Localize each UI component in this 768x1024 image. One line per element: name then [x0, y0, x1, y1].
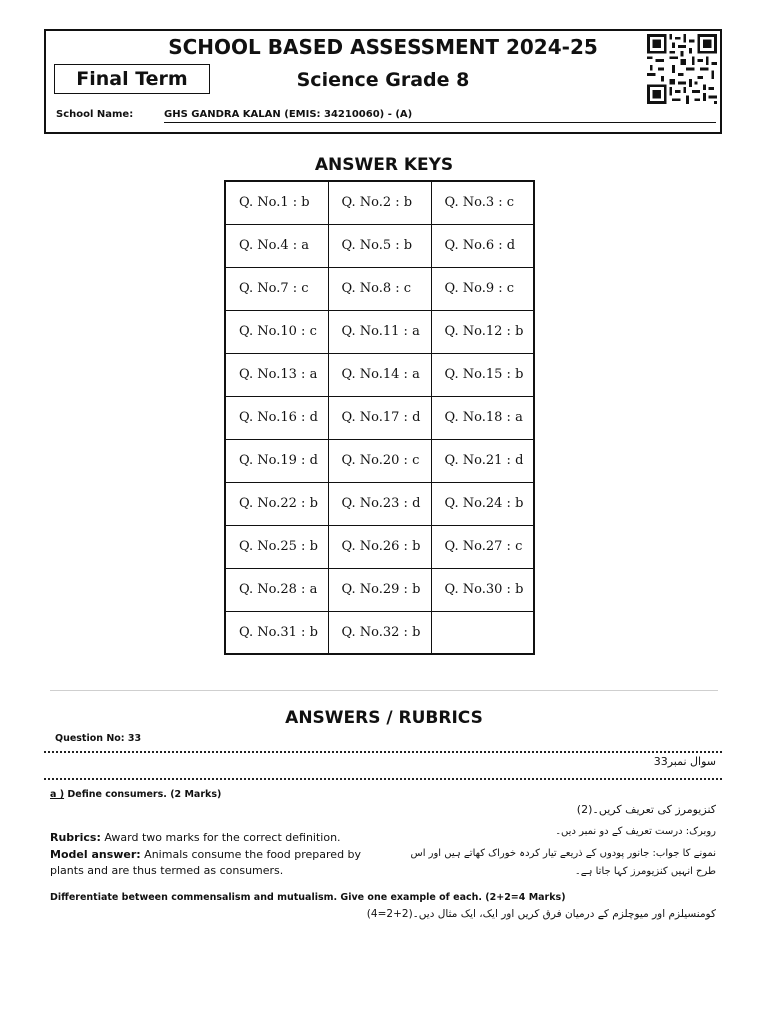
- urdu-model-answer: نمونے کا جواب: جانور پودوں کے ذریعے تیار کردہ خوراک کھاتے ہیں اور اس طرح انہیں کنزیومرز کہا جاتا ہے۔: [410, 848, 716, 877]
- answer-key-cell: Q. No.12 : b: [431, 310, 534, 353]
- answer-key-cell: Q. No.8 : c: [328, 267, 431, 310]
- answer-key-cell: Q. No.6 : d: [431, 224, 534, 267]
- term-badge: Final Term: [54, 64, 210, 94]
- answer-key-row: [225, 568, 534, 611]
- page-title: SCHOOL BASED ASSESSMENT 2024-25: [168, 35, 598, 59]
- answer-key-cell: Q. No.23 : d: [328, 482, 431, 525]
- answer-key-row: [225, 611, 534, 654]
- answer-keys-title: ANSWER KEYS: [314, 155, 454, 175]
- answer-key-row: [225, 482, 534, 525]
- answer-key-cell: [431, 611, 534, 654]
- part-a-question: [50, 789, 221, 800]
- answer-key-cell: Q. No.24 : b: [431, 482, 534, 525]
- urdu-rubric: روبرک: درست تعریف کے دو نمبر دیں۔: [555, 826, 716, 837]
- urdu-part-b-question: کومنسیلزم اور میوچلزم کے درمیان فرق کریں اور ایک، ایک مثال دیں۔(2+2=4): [366, 908, 716, 920]
- part-b-question: Differentiate between commensalism and mutualism. Give one example of each. (2+2=4 Marks): [50, 892, 566, 903]
- answer-key-cell: Q. No.1 : b: [225, 181, 328, 224]
- answer-key-cell: Q. No.16 : d: [225, 396, 328, 439]
- urdu-question-number: سوال نمبر33: [653, 755, 716, 768]
- answer-key-cell: Q. No.19 : d: [225, 439, 328, 482]
- answer-key-cell: Q. No.21 : d: [431, 439, 534, 482]
- answer-key-cell: Q. No.14 : a: [328, 353, 431, 396]
- page-subtitle: Science Grade 8: [296, 69, 470, 91]
- answer-key-cell: Q. No.18 : a: [431, 396, 534, 439]
- answer-key-cell: Q. No.28 : a: [225, 568, 328, 611]
- answer-key-cell: Q. No.4 : a: [225, 224, 328, 267]
- answer-key-cell: Q. No.3 : c: [431, 181, 534, 224]
- answer-key-row: [225, 396, 534, 439]
- dotted-divider: [44, 751, 722, 753]
- answer-key-cell: Q. No.25 : b: [225, 525, 328, 568]
- answer-key-cell: Q. No.22 : b: [225, 482, 328, 525]
- answer-key-row: [225, 525, 534, 568]
- answer-key-cell: Q. No.9 : c: [431, 267, 534, 310]
- answer-key-cell: Q. No.31 : b: [225, 611, 328, 654]
- rubrics-text: Award two marks for the correct definition.: [100, 831, 341, 844]
- dotted-divider: [44, 778, 722, 780]
- answer-key-cell: Q. No.2 : b: [328, 181, 431, 224]
- answer-key-row: [225, 310, 534, 353]
- section-divider: [50, 690, 718, 691]
- answer-key-cell: Q. No.17 : d: [328, 396, 431, 439]
- answer-key-cell: Q. No.13 : a: [225, 353, 328, 396]
- answer-key-cell: Q. No.29 : b: [328, 568, 431, 611]
- school-name-value: GHS GANDRA KALAN (EMIS: 34210060) - (A): [164, 109, 716, 123]
- answer-key-row: [225, 353, 534, 396]
- part-a-label: a ): [50, 789, 65, 800]
- answer-key-cell: Q. No.5 : b: [328, 224, 431, 267]
- model-answer-text: Animals consume the food prepared by plants and are thus termed as consumers.: [50, 848, 362, 877]
- urdu-part-a-question: کنزیومرز کی تعریف کریں۔(2): [576, 803, 716, 816]
- answer-keys-table: [224, 180, 535, 655]
- answer-key-cell: Q. No.10 : c: [225, 310, 328, 353]
- rubrics-title: ANSWERS / RUBRICS: [285, 708, 483, 728]
- answer-key-row: [225, 181, 534, 224]
- model-answer-label: Model answer:: [50, 848, 141, 861]
- answer-key-cell: Q. No.27 : c: [431, 525, 534, 568]
- question-number: Question No: 33: [55, 733, 142, 744]
- answer-key-row: [225, 439, 534, 482]
- answer-key-cell: Q. No.15 : b: [431, 353, 534, 396]
- part-a-text: Define consumers. (2 Marks): [64, 789, 222, 800]
- answer-key-cell: Q. No.32 : b: [328, 611, 431, 654]
- school-name-label: School Name:: [56, 109, 134, 120]
- answer-key-row: [225, 224, 534, 267]
- answer-key-cell: Q. No.7 : c: [225, 267, 328, 310]
- qr-code-icon: [647, 34, 717, 104]
- answer-key-cell: Q. No.30 : b: [431, 568, 534, 611]
- answer-key-cell: Q. No.20 : c: [328, 439, 431, 482]
- rubrics-line: [50, 831, 341, 844]
- answer-key-row: [225, 267, 534, 310]
- answer-key-cell: Q. No.26 : b: [328, 525, 431, 568]
- answer-key-cell: Q. No.11 : a: [328, 310, 431, 353]
- model-answer: [50, 847, 380, 879]
- rubrics-label: Rubrics:: [50, 831, 101, 844]
- header-box: [44, 29, 722, 134]
